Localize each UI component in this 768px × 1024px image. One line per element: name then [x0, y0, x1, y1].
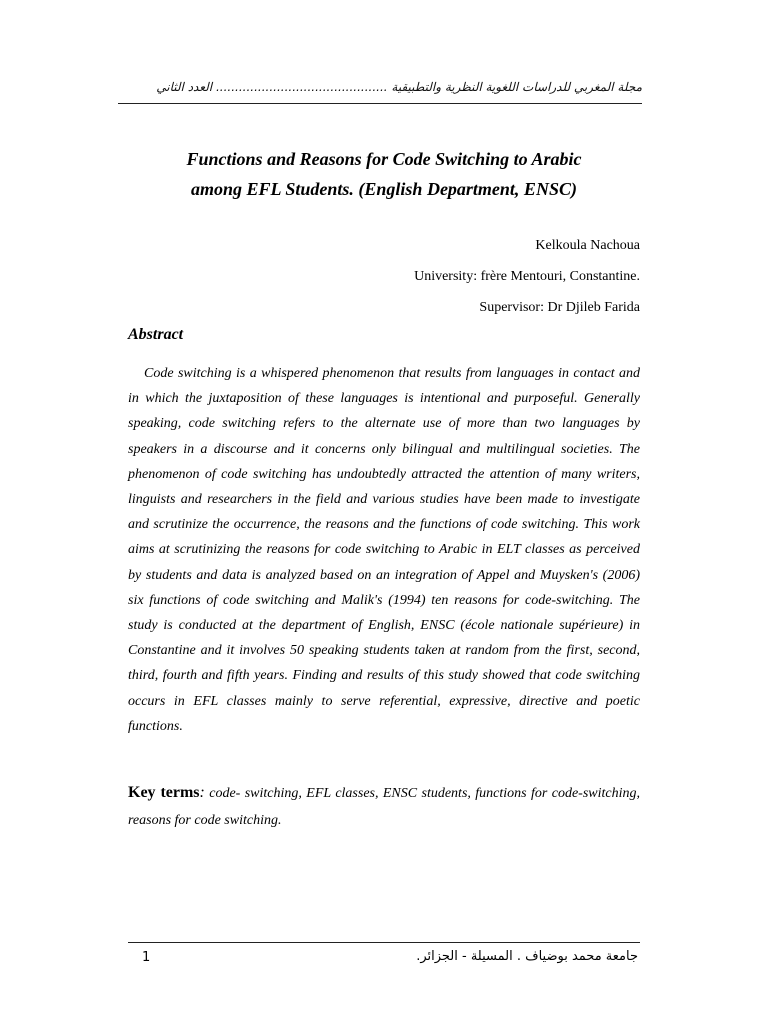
abstract-body: Code switching is a whispered phenomenon that results from languages in contact and in which the juxtaposition of these languages is intentional and purposeful. Generally speaking, code switching refers to the alternate use of more than two languages by speakers in a discourse and it concerns only bilingual and multilingual societies. The phenomenon of code switching has undoubtedly attracted the attention of many writers, linguists and researchers in the field and various studies have been made to investigate and scrutinize the occurrence, the reasons and the functions of code switching. This work aims at scrutinizing the reasons for code switching to Arabic in ELT classes as perceived by students and data is analyzed based on an integration of Appel and Muysken's (2006) six functions of code switching and Malik's (1994) ten reasons for code-switching. The study is conducted at the department of English, ENSC (école nationale supérieure) in Constantine and it involves 50 speaking students taken at random from the first, second, third, fourth and fifth years. Finding and results of this study showed that code switching occurs in EFL classes mainly to serve referential, expressive, directive and poetic functions.	[128, 366, 640, 734]
author-name: Kelkoula Nachoua	[535, 238, 640, 253]
key-terms	[128, 779, 640, 834]
running-header: مجلة المغربي للدراسات اللغوية النظرية والتطبيقية ............................................. العدد الثاني	[156, 80, 642, 94]
page-number: 1	[142, 950, 151, 965]
author-university: University: frère Mentouri, Constantine.	[414, 269, 640, 284]
header-rule	[118, 103, 642, 104]
title-line-2: among EFL Students. (English Department, ENSC)	[191, 179, 577, 199]
title-line-1: Functions and Reasons for Code Switching to Arabic	[186, 149, 582, 169]
key-terms-colon: :	[199, 784, 205, 801]
key-terms-text: code- switching, EFL classes, ENSC students, functions for code-switching, reasons for code switching.	[128, 786, 640, 828]
footer-rule	[128, 942, 640, 943]
footer-university: جامعة محمد بوضياف . المسيلة - الجزائر.	[416, 949, 638, 964]
author-block	[300, 230, 640, 323]
paper-title	[128, 144, 640, 204]
author-supervisor: Supervisor: Dr Djileb Farida	[479, 300, 640, 315]
abstract-heading: Abstract	[128, 326, 184, 343]
key-terms-label: Key terms	[128, 784, 200, 801]
